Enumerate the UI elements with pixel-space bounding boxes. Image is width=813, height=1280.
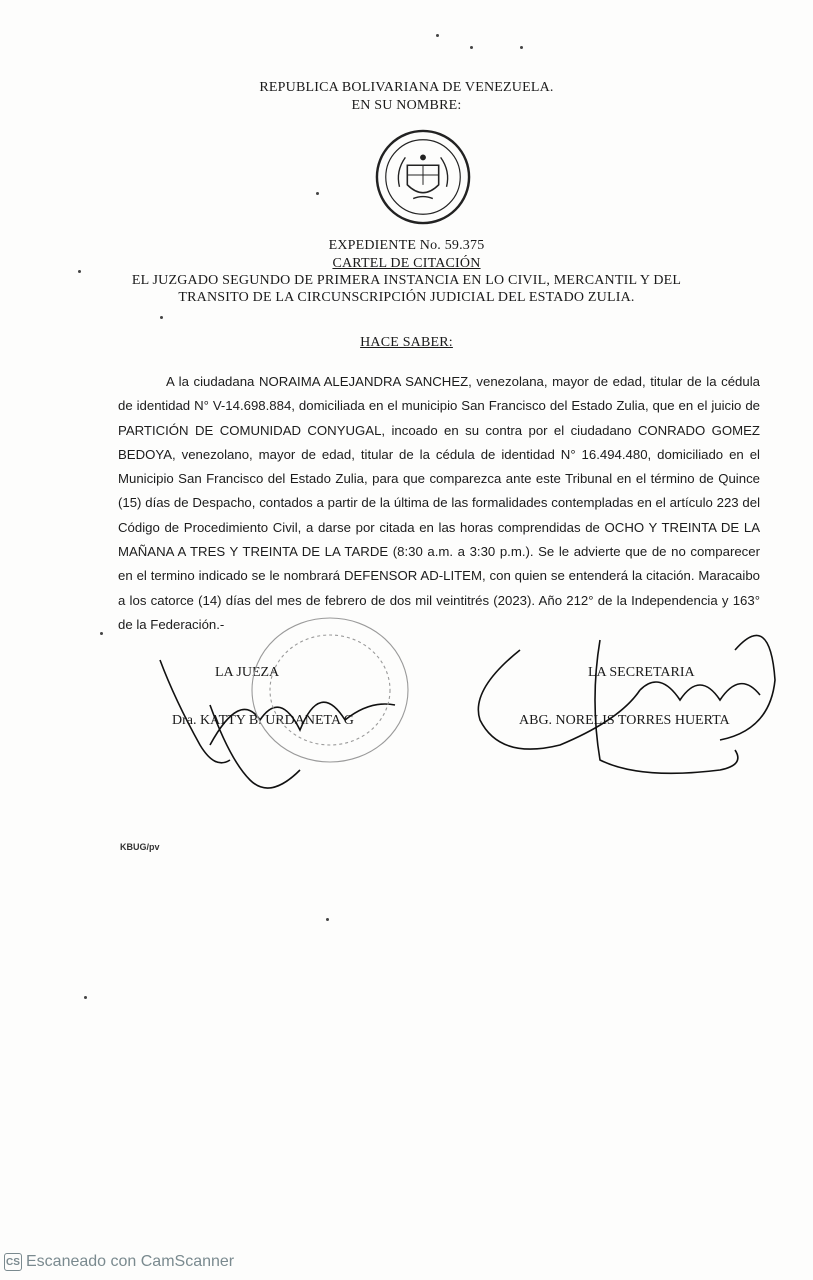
- scan-speck: [520, 46, 523, 49]
- court-name-line-2: TRANSITO DE LA CIRCUNSCRIPCIÓN JUDICIAL DEL ESTADO ZULIA.: [178, 290, 635, 305]
- scan-speck: [78, 270, 81, 273]
- document-title: CARTEL DE CITACIÓN: [332, 256, 481, 271]
- secretary-title: LA SECRETARIA: [588, 665, 695, 680]
- scan-speck: [316, 192, 319, 195]
- camscanner-logo: CS: [4, 1253, 22, 1271]
- court-name-line-1: EL JUZGADO SEGUNDO DE PRIMERA INSTANCIA EN LO CIVIL, MERCANTIL Y DEL: [131, 273, 682, 288]
- citation-paragraph: A la ciudadana NORAIMA ALEJANDRA SANCHEZ, venezolana, mayor de edad, titular de la cédula de identidad N° V-14.698.884, domiciliada en el municipio San Francisco del Estado Zulia, que en el juicio de PARTICIÓN DE COMUNIDAD CONYUGAL, incoado en su contra por el ciudadano CONRADO GOMEZ BEDOYA, venezolano, mayor de edad, titular de la cédula de identidad N° 16.494.480, domiciliado en el Municipio San Francisco del Estado Zulia, para que comparezca ante este Tribunal en el término de Quince (15) días de Despacho, contados a partir de la última de las formalidades contempladas en el artículo 223 del Código de Procedimiento Civil, a darse por citada en las horas comprendidas de OCHO Y TREINTA DE LA MAÑANA A TRES Y TREINTA DE LA TARDE (8:30 a.m. a 3:30 p.m.). Se le advierte que de no comparecer en el termino indicado se le nombrará DEFENSOR AD-LITEM, con quien se entenderá la citación. Maracaibo a los catorce (14) días del mes de febrero de dos mil veintitrés (2023). Año 212° de la Independencia y 163° de la Federación.-: [118, 374, 760, 632]
- scan-speck: [160, 316, 163, 319]
- scan-speck: [470, 46, 473, 49]
- in-name-text: EN SU NOMBRE:: [351, 98, 462, 113]
- scan-speck: [84, 996, 87, 999]
- camscanner-text: Escaneado con CamScanner: [26, 1253, 235, 1270]
- drafter-initials: KBUG/pv: [120, 842, 160, 852]
- hace-saber-heading: HACE SABER:: [360, 335, 453, 350]
- judge-name: Dra. KATTY B. URDANETA G: [172, 713, 354, 728]
- secretary-name: ABG. NORELIS TORRES HUERTA: [519, 713, 730, 728]
- scan-speck: [100, 632, 103, 635]
- republic-heading: REPUBLICA BOLIVARIANA DE VENEZUELA.: [259, 80, 554, 95]
- scan-speck: [326, 918, 329, 921]
- secretary-signature-icon: [478, 635, 775, 773]
- camscanner-watermark: [4, 1252, 234, 1272]
- national-coat-of-arms-seal-icon: [374, 128, 472, 226]
- scan-speck: [436, 34, 439, 37]
- court-stamp-icon: [252, 618, 408, 762]
- judge-title: LA JUEZA: [215, 665, 280, 680]
- in-name-heading: [0, 98, 813, 114]
- expediente-number: EXPEDIENTE No. 59.375: [328, 238, 485, 253]
